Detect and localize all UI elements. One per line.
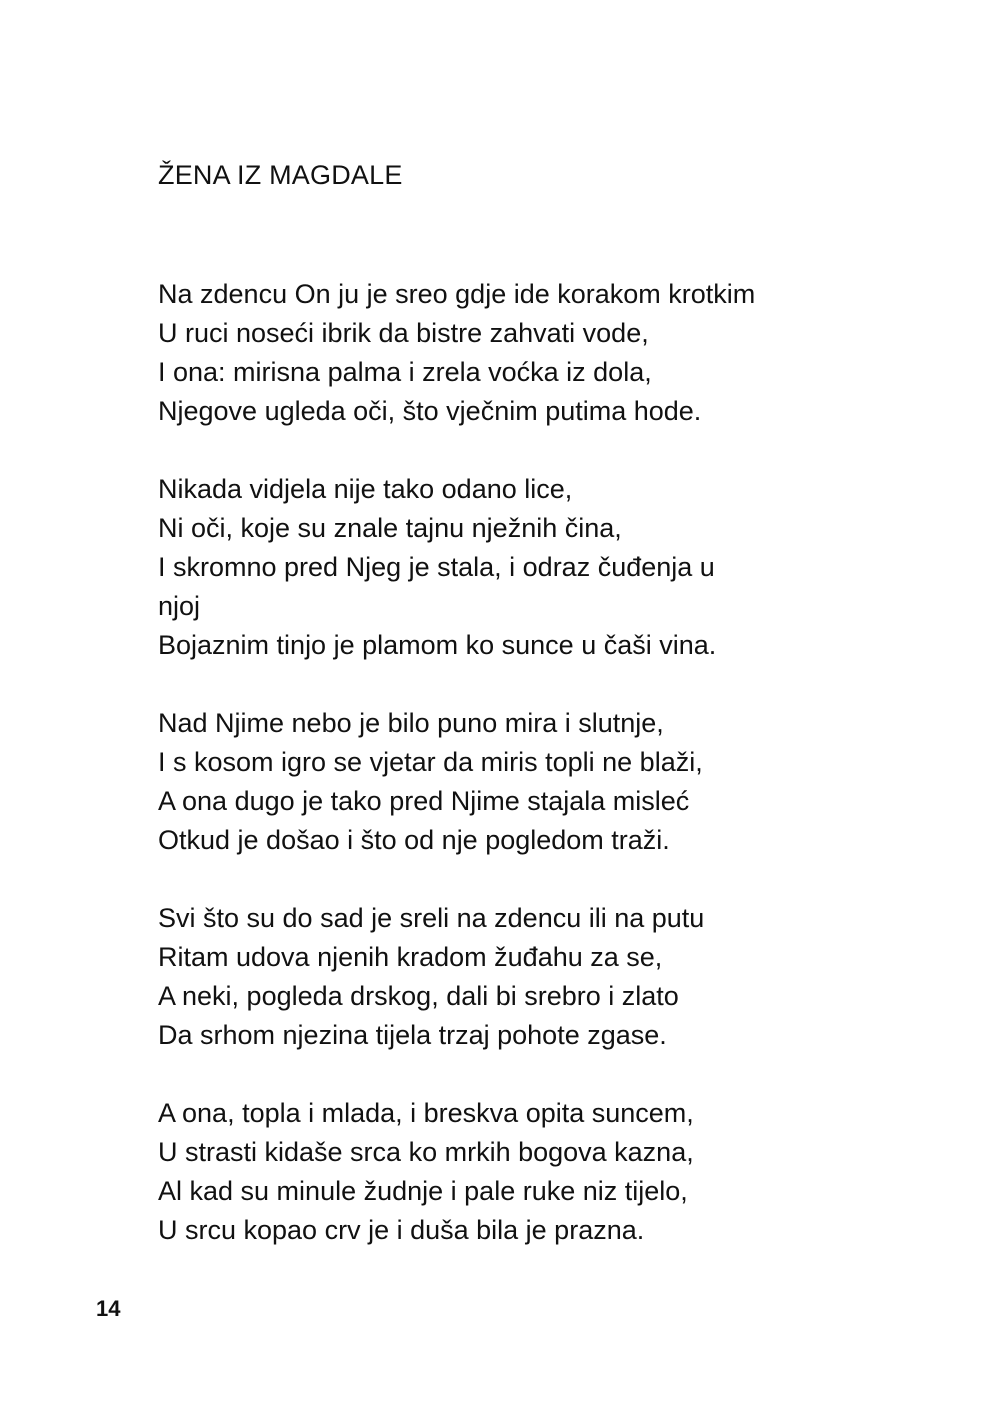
stanza-2: [158, 470, 838, 665]
poem-line: Ni oči, koje su znale tajnu nježnih čina,: [158, 513, 622, 543]
poem-line: Otkud je došao i što od nje pogledom traži.: [158, 825, 670, 855]
poem-line: A neki, pogleda drskog, dali bi srebro i zlato: [158, 981, 679, 1011]
poem-line: A ona, topla i mlada, i breskva opita suncem,: [158, 1098, 694, 1128]
poem-line: Bojaznim tinjo je plamom ko sunce u čaši vina.: [158, 630, 717, 660]
poem-line: U srcu kopao crv je i duša bila je prazna.: [158, 1215, 645, 1245]
poem-line: U strasti kidaše srca ko mrkih bogova kazna,: [158, 1137, 694, 1167]
poem-line: Da srhom njezina tijela trzaj pohote zgase.: [158, 1020, 667, 1050]
poem-line: I skromno pred Njeg je stala, i odraz čuđenja u: [158, 552, 715, 582]
poem-line: Ritam udova njenih kradom žuđahu za se,: [158, 942, 663, 972]
poem-line: Njegove ugleda oči, što vječnim putima hode.: [158, 396, 702, 426]
stanza-4: [158, 899, 838, 1055]
poem-line: Na zdencu On ju je sreo gdje ide korakom krotkim: [158, 279, 756, 309]
poem-line: A ona dugo je tako pred Njime stajala misleć: [158, 786, 690, 816]
stanza-5: [158, 1094, 838, 1250]
stanza-3: [158, 704, 838, 860]
poem-line: I s kosom igro se vjetar da miris topli ne blaži,: [158, 747, 703, 777]
poem-line: U ruci noseći ibrik da bistre zahvati vode,: [158, 318, 649, 348]
poem-line: Nikada vidjela nije tako odano lice,: [158, 474, 573, 504]
poem-body: [158, 275, 838, 1289]
poem-line: njoj: [158, 591, 201, 621]
poem-title: ŽENA IZ MAGDALE: [158, 160, 403, 190]
poem-line: Svi što su do sad je sreli na zdencu ili na putu: [158, 903, 705, 933]
poem-line: Nad Njime nebo je bilo puno mira i slutnje,: [158, 708, 664, 738]
poem-line: Al kad su minule žudnje i pale ruke niz tijelo,: [158, 1176, 688, 1206]
page-number: 14: [96, 1296, 121, 1321]
poem-line: I ona: mirisna palma i zrela voćka iz dola,: [158, 357, 652, 387]
stanza-1: [158, 275, 838, 431]
